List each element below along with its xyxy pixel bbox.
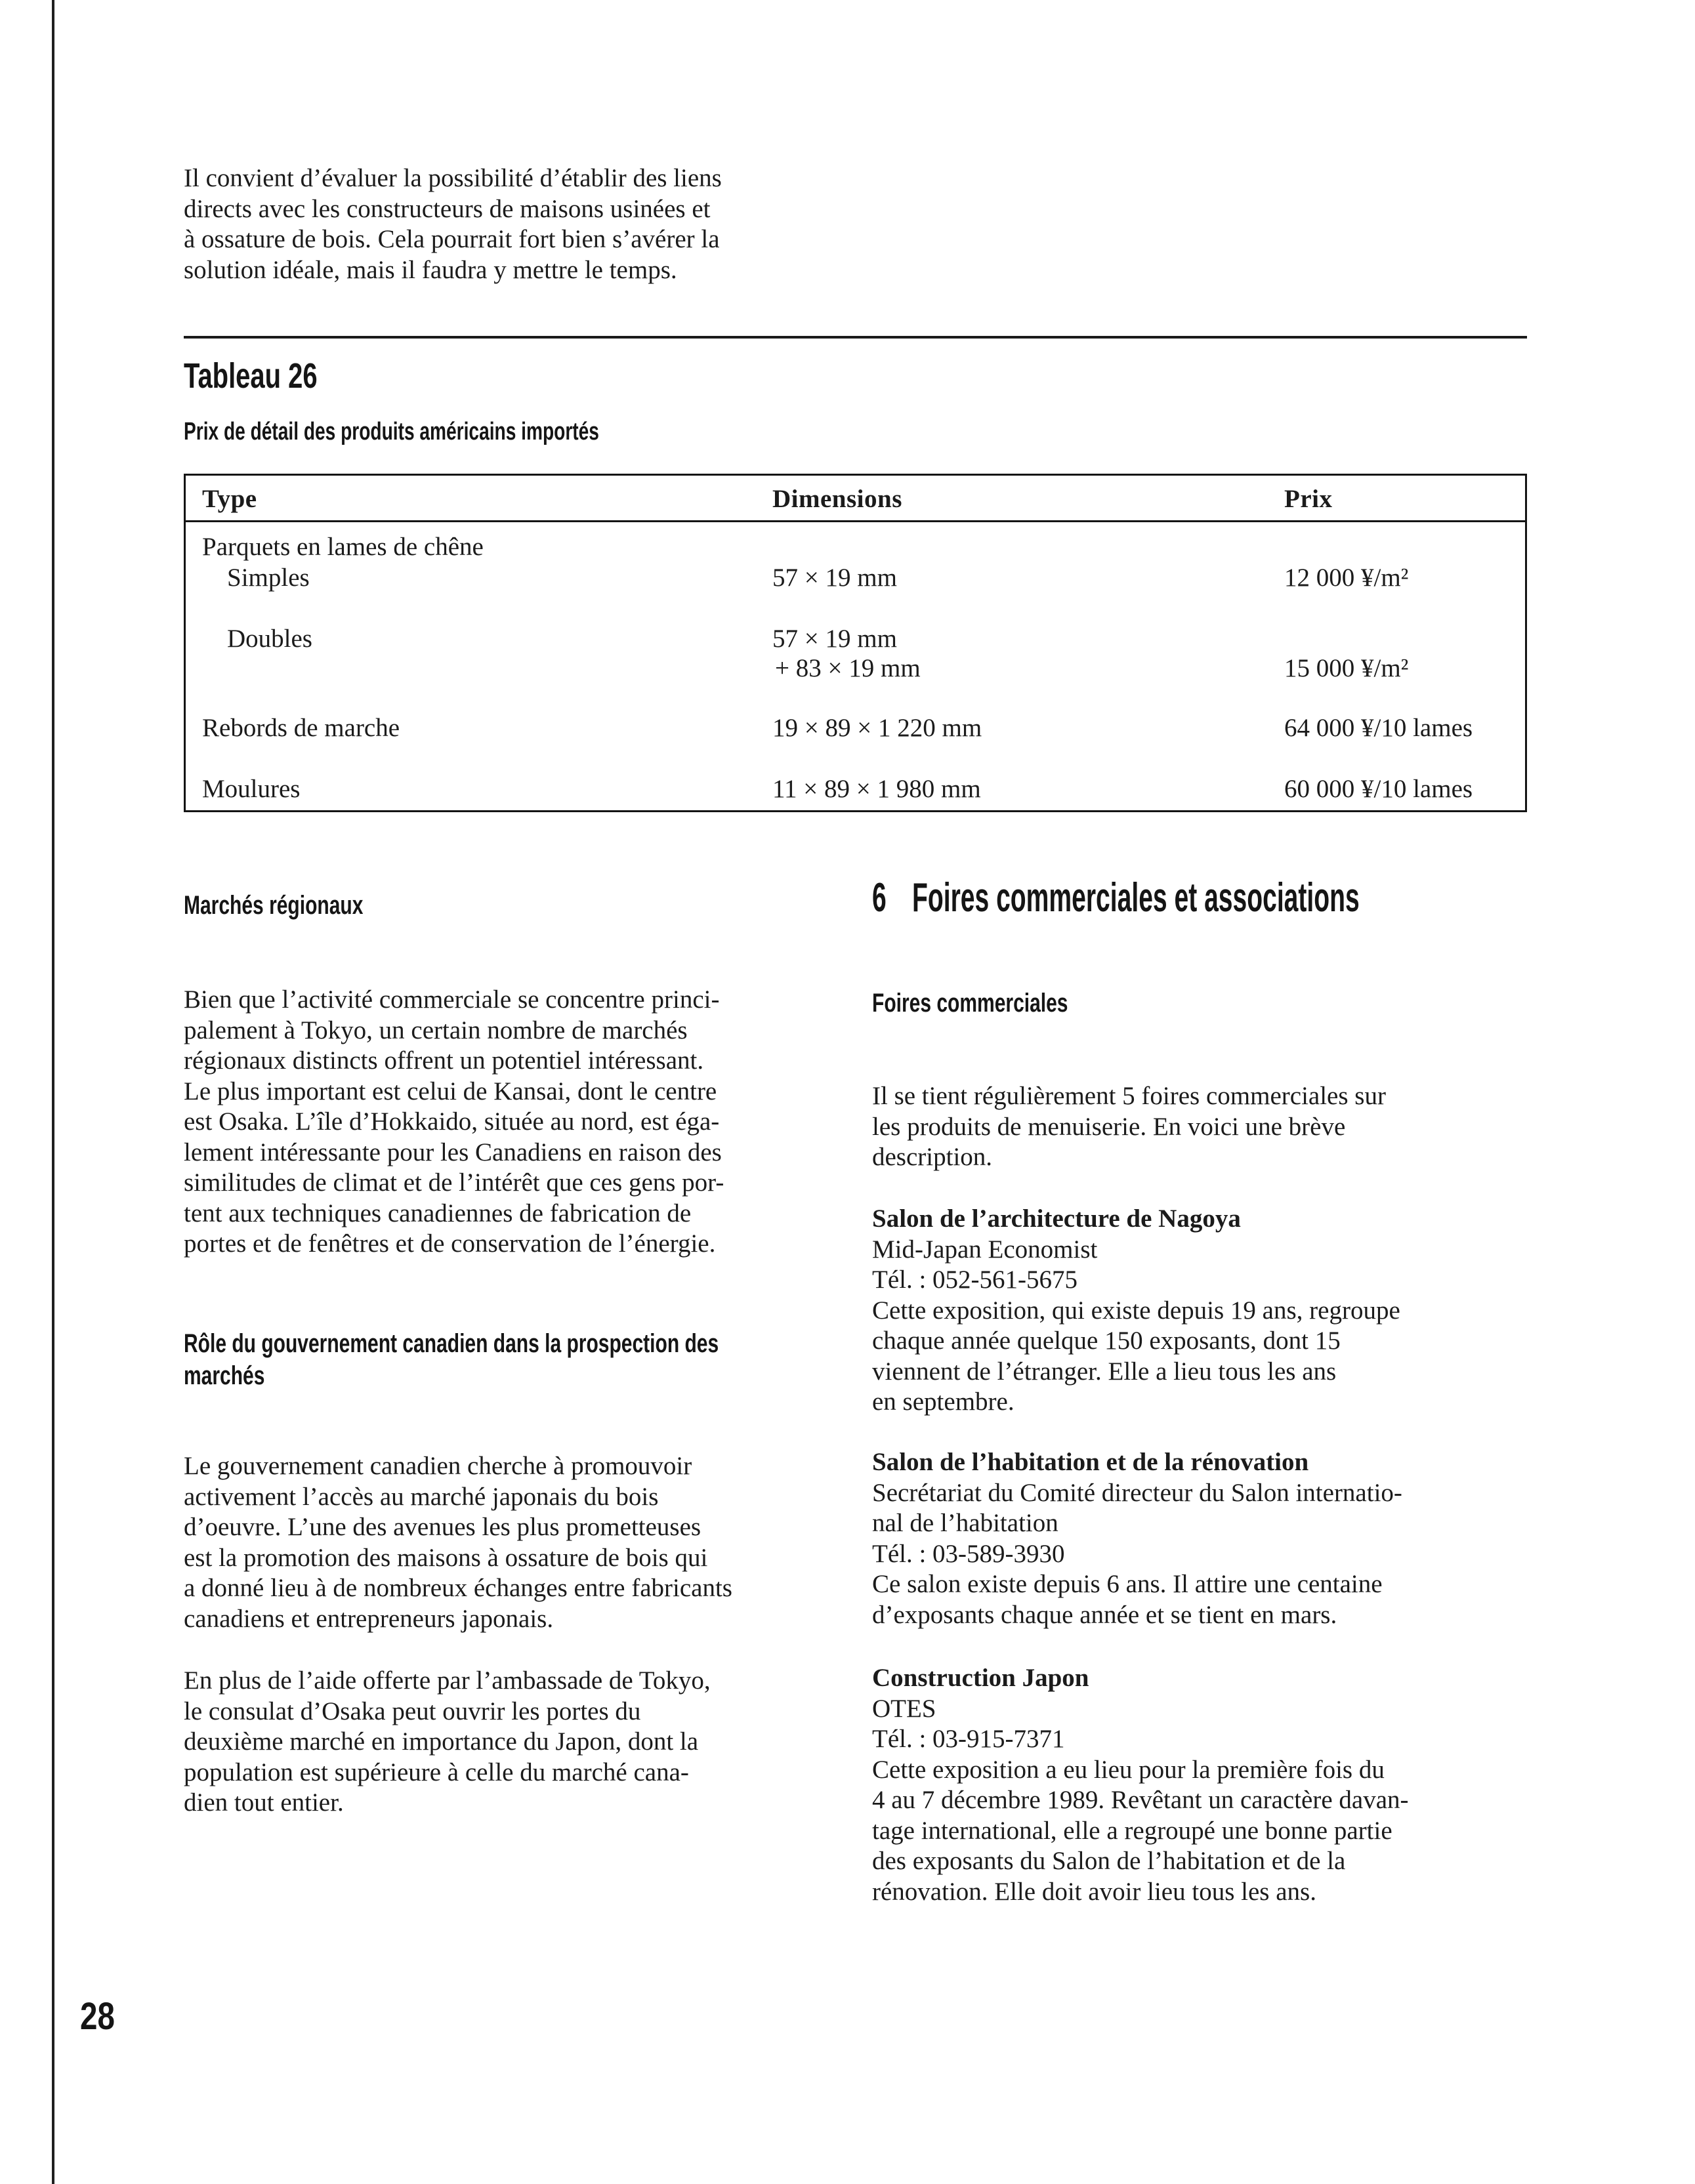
table-cell-type: Doubles xyxy=(227,625,312,653)
chapter-number: 6 xyxy=(872,875,887,920)
regional-paragraph xyxy=(184,985,724,1260)
fairs-intro-paragraph xyxy=(872,1081,1386,1173)
paragraph-line: à ossature de bois. Cela pourrait fort bien s’avérer la xyxy=(184,225,720,253)
paragraph-line: d’oeuvre. L’une des avenues les plus prometteuses xyxy=(184,1513,701,1541)
table-cell-dimensions: 19 × 89 × 1 220 mm xyxy=(772,714,982,742)
paragraph-line: a donné lieu à de nombreux échanges entre fabricants xyxy=(184,1574,732,1602)
fair-detail-line: Tél. : 052-561-5675 xyxy=(872,1266,1078,1294)
paragraph-line: Il se tient régulièrement 5 foires commerciales sur xyxy=(872,1082,1386,1110)
fair-detail-line: nal de l’habitation xyxy=(872,1509,1058,1537)
fair-entry xyxy=(872,1204,1400,1418)
table-subtitle-text: Prix de détail des produits américains importés xyxy=(184,418,599,445)
fair-name: Construction Japon xyxy=(872,1664,1089,1692)
table-cell-price: 60 000 ¥/10 lames xyxy=(1284,775,1473,803)
table-cell-price: 15 000 ¥/m² xyxy=(1284,654,1409,682)
table-header-price: Prix xyxy=(1284,485,1333,513)
page-binding-edge-line xyxy=(52,0,54,2184)
fair-detail-line: rénovation. Elle doit avoir lieu tous les ans. xyxy=(872,1877,1316,1906)
fair-detail-line: chaque année quelque 150 exposants, dont 15 xyxy=(872,1327,1341,1355)
chapter-title: Foires commerciales et associations xyxy=(912,875,1360,920)
table-cell-dimensions: + 83 × 19 mm xyxy=(775,654,921,682)
section-heading-government xyxy=(184,1328,897,1392)
government-paragraph-1 xyxy=(184,1451,732,1634)
page-number xyxy=(80,1995,123,2038)
table-subtitle xyxy=(184,417,745,447)
paragraph-line: solution idéale, mais il faudra y mettre le temps. xyxy=(184,255,677,284)
paragraph-line: directs avec les constructeurs de maisons usinées et xyxy=(184,194,711,223)
table-title-text: Tableau 26 xyxy=(184,356,318,396)
section-heading-text: Rôle du gouvernement canadien dans la prospection des xyxy=(184,1329,719,1358)
table-cell-type: Rebords de marche xyxy=(202,714,400,742)
table-header-dimensions: Dimensions xyxy=(772,485,902,513)
fair-detail-line: Secrétariat du Comité directeur du Salon internatio- xyxy=(872,1478,1402,1507)
page-number-text: 28 xyxy=(80,1995,115,2038)
paragraph-line: dien tout entier. xyxy=(184,1788,344,1817)
paragraph-line: activement l’accès au marché japonais du bois xyxy=(184,1482,659,1511)
intro-paragraph xyxy=(184,163,722,285)
paragraph-line: similitudes de climat et de l’intérêt que ces gens por- xyxy=(184,1168,724,1197)
paragraph-line: tent aux techniques canadiennes de fabrication de xyxy=(184,1199,692,1227)
table-cell-dimensions: 57 × 19 mm xyxy=(772,564,897,592)
paragraph-line: le consulat d’Osaka peut ouvrir les portes du xyxy=(184,1697,641,1725)
section-heading-regional xyxy=(184,890,423,922)
paragraph-line: Le gouvernement canadien cherche à promouvoir xyxy=(184,1452,692,1480)
table-group-label: Parquets en lames de chêne xyxy=(202,533,484,561)
fair-detail-line: en septembre. xyxy=(872,1388,1015,1416)
table-cell-dimensions: 57 × 19 mm xyxy=(772,625,897,653)
table-header-divider xyxy=(186,520,1525,522)
table-title xyxy=(184,356,364,396)
table-cell-price: 12 000 ¥/m² xyxy=(1284,564,1409,592)
paragraph-line: régionaux distincts offrent un potentiel intéressant. xyxy=(184,1046,704,1075)
fair-entry xyxy=(872,1447,1402,1630)
chapter-heading-title xyxy=(912,875,1622,922)
fair-detail-line: d’exposants chaque année et se tient en mars. xyxy=(872,1600,1337,1629)
table-header-type: Type xyxy=(202,485,257,513)
table-cell-type: Moulures xyxy=(202,775,301,803)
paragraph-line: canadiens et entrepreneurs japonais. xyxy=(184,1604,554,1633)
fair-name: Salon de l’habitation et de la rénovation xyxy=(872,1448,1309,1476)
section-heading-text: marchés xyxy=(184,1361,265,1390)
paragraph-line: En plus de l’aide offerte par l’ambassade de Tokyo, xyxy=(184,1666,711,1695)
fair-detail-line: Cette exposition, qui existe depuis 19 ans, regroupe xyxy=(872,1296,1400,1325)
table-cell-type: Simples xyxy=(227,564,310,592)
table-cell-dimensions: 11 × 89 × 1 980 mm xyxy=(772,775,981,803)
paragraph-line: description. xyxy=(872,1143,993,1171)
paragraph-line: population est supérieure à celle du marché cana- xyxy=(184,1758,689,1786)
section-heading-text: Foires commerciales xyxy=(872,989,1068,1018)
paragraph-line: portes et de fenêtres et de conservation de l’énergie. xyxy=(184,1229,716,1258)
table-cell-price: 64 000 ¥/10 lames xyxy=(1284,714,1473,742)
paragraph-line: Bien que l’activité commerciale se concentre princi- xyxy=(184,985,720,1014)
fair-detail-line: 4 au 7 décembre 1989. Revêtant un caractère davan- xyxy=(872,1786,1409,1814)
section-heading-text: Marchés régionaux xyxy=(184,891,364,920)
fair-detail-line: tage international, elle a regroupé une bonne partie xyxy=(872,1816,1392,1845)
paragraph-line: Il convient d’évaluer la possibilité d’établir des liens xyxy=(184,164,722,192)
chapter-heading xyxy=(872,875,898,922)
paragraph-line: palement à Tokyo, un certain nombre de marchés xyxy=(184,1016,688,1044)
fair-detail-line: Tél. : 03-589-3930 xyxy=(872,1539,1065,1568)
price-table xyxy=(184,474,1527,812)
paragraph-line: deuxième marché en importance du Japon, dont la xyxy=(184,1727,699,1756)
fair-name: Salon de l’architecture de Nagoya xyxy=(872,1205,1241,1233)
fair-detail-line: des exposants du Salon de l’habitation et de la xyxy=(872,1847,1346,1875)
paragraph-line: Le plus important est celui de Kansai, dont le centre xyxy=(184,1077,717,1105)
paragraph-line: est la promotion des maisons à ossature de bois qui xyxy=(184,1543,708,1572)
fair-detail-line: OTES xyxy=(872,1694,936,1723)
paragraph-line: les produits de menuiserie. En voici une brève xyxy=(872,1112,1346,1141)
fair-detail-line: viennent de l’étranger. Elle a lieu tous les ans xyxy=(872,1357,1337,1386)
paragraph-line: est Osaka. L’île d’Hokkaido, située au nord, est éga- xyxy=(184,1107,720,1136)
section-heading-fairs xyxy=(872,987,1133,1020)
fair-entry xyxy=(872,1663,1409,1907)
fair-detail-line: Mid-Japan Economist xyxy=(872,1235,1098,1264)
fair-detail-line: Cette exposition a eu lieu pour la première fois du xyxy=(872,1755,1385,1784)
fair-detail-line: Tél. : 03-915-7371 xyxy=(872,1725,1065,1753)
section-divider xyxy=(184,336,1527,339)
fair-detail-line: Ce salon existe depuis 6 ans. Il attire une centaine xyxy=(872,1570,1383,1598)
government-paragraph-2 xyxy=(184,1666,711,1819)
paragraph-line: lement intéressante pour les Canadiens en raison des xyxy=(184,1138,722,1166)
